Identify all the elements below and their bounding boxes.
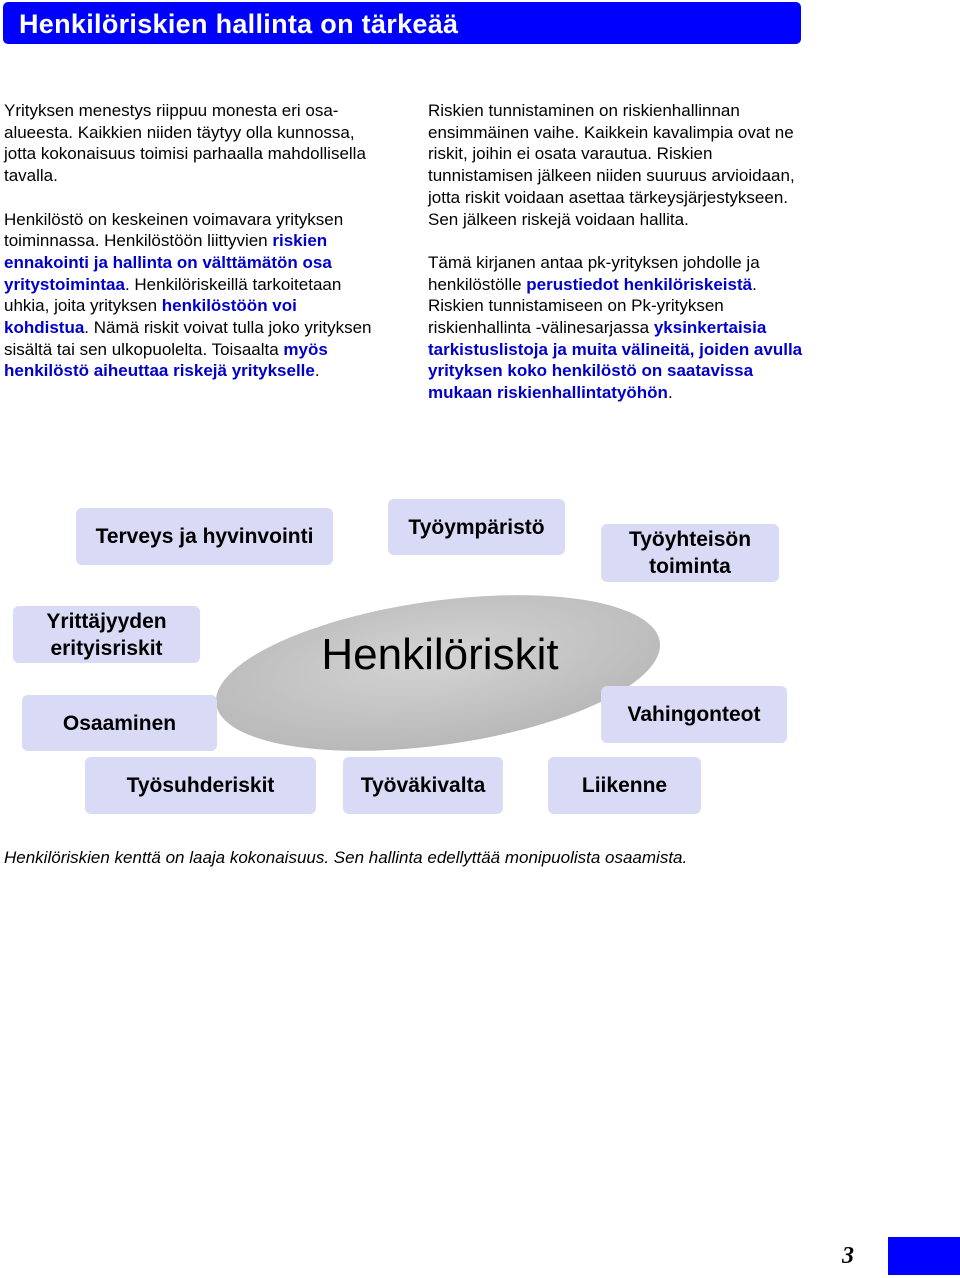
right-column bbox=[428, 100, 804, 404]
text-run: . Riskien tunnistamiseen on Pk-yrityksen riskienhallinta -välinesarjassa bbox=[428, 274, 757, 338]
highlight-text: henkilöstöön voi kohdistua bbox=[4, 296, 297, 338]
right-paragraph-1: Riskien tunnistaminen on riskienhallinnan ensimmäinen vaihe. Kaikkein kavalimpia ovat ne riskit, joihin ei osata varautua. Riskien tunnistamisen jälkeen niiden suuruus arvioidaan, jotta riskit voidaan asettaa tärkeysjärjestykseen. Sen jälkeen riskejä voidaan hallita. bbox=[428, 101, 795, 229]
figure-caption: Henkilöriskien kenttä on laaja kokonaisuus. Sen hallinta edellyttää monipuolista osaamista. bbox=[4, 848, 688, 867]
highlight-text: perustiedot henkilöriskeistä bbox=[526, 274, 753, 294]
text-run: Tämä kirjanen antaa pk-yrityksen johdolle ja henkilöstölle bbox=[428, 252, 760, 294]
box-tyoyhteiso: Työyhteisön toiminta bbox=[601, 524, 779, 582]
highlight-text: myös henkilöstö aiheuttaa riskejä yritykselle bbox=[4, 339, 328, 381]
box-yrittajyys: Yrittäjyyden erityisriskit bbox=[13, 606, 200, 663]
text-run: Henkilöstö on keskeinen voimavara yrityksen toiminnassa. Henkilöstöön liittyvien bbox=[4, 209, 344, 251]
highlight-text: riskien ennakointi ja hallinta on välttämätön osa yritystoimintaa bbox=[4, 231, 332, 294]
text-run: . Nämä riskit voivat tulla joko yrityksen sisältä tai sen ulkopuolelta. Toisaalta bbox=[4, 318, 372, 359]
box-vahingonteot: Vahingonteot bbox=[601, 686, 787, 743]
left-column bbox=[4, 100, 380, 382]
page-title: Henkilöriskien hallinta on tärkeää bbox=[19, 9, 459, 39]
box-liikenne: Liikenne bbox=[548, 757, 701, 814]
page-corner-block bbox=[888, 1237, 960, 1275]
left-paragraph-1: Yrityksen menestys riippuu monesta eri osa-alueesta. Kaikkien niiden täytyy olla kunnossa, jotta kokonaisuus toimisi parhaalla mahdollisella tavalla. bbox=[4, 101, 366, 186]
box-terveys: Terveys ja hyvinvointi bbox=[76, 508, 333, 565]
text-run: . Henkilöriskeillä tarkoitetaan uhkia, joita yrityksen bbox=[4, 274, 342, 316]
box-tyovakivalta: Työväkivalta bbox=[343, 757, 503, 814]
box-tyoymparisto: Työympäristö bbox=[388, 499, 565, 555]
left-paragraph-2 bbox=[4, 209, 380, 383]
title-bar bbox=[3, 2, 801, 44]
right-paragraph-2 bbox=[428, 252, 804, 404]
center-label: Henkilöriskit bbox=[321, 630, 559, 679]
text-run: . bbox=[667, 383, 673, 403]
box-osaaminen: Osaaminen bbox=[22, 695, 217, 751]
page-number: 3 bbox=[842, 1243, 854, 1269]
text-run: . bbox=[314, 361, 320, 381]
box-tyosuhde: Työsuhderiskit bbox=[85, 757, 316, 814]
risk-diagram bbox=[0, 490, 960, 820]
highlight-text: yksinkertaisia tarkistuslistoja ja muita välineitä, joiden avulla yrityksen koko henkilöstö on saatavissa mukaan riskienhallintatyöhön bbox=[428, 318, 803, 403]
